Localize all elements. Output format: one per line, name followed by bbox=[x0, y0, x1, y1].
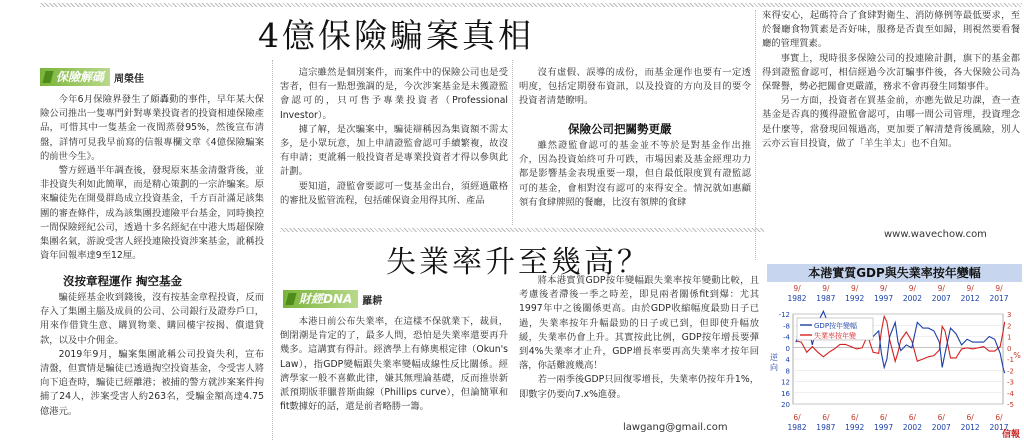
paragraph: 本港日前公布失業率，在這樣不保就業下，裁員，倒閉潮是肯定的了，最多人問，恐怕是失業率還要再升幾多。這講實有得計。經濟學上有條奧根定律（Okun's Law），指GDP變幅跟失業率變幅成線性反比關係。經濟學家一般不喜歡此律，嫌其無理論基礎，反而推崇新派預期版菲臘普斯曲線（Phillips curve），但論簡單和fit數據好的話，還是前者略勝一籌。 bbox=[280, 316, 508, 413]
x-tick-bottom-label: 6/ bbox=[822, 413, 830, 422]
right-axis-tick: 0 bbox=[1007, 344, 1012, 353]
x-tick-bottom-year: 2012 bbox=[960, 423, 980, 432]
column-author: 周榮佳 bbox=[114, 73, 145, 85]
right-axis-tick: -4 bbox=[1007, 389, 1014, 398]
top-rule bbox=[40, 3, 1022, 7]
legend-label: GDP按年變幅 bbox=[814, 322, 858, 330]
x-tick-bottom-label: 6/ bbox=[908, 413, 917, 422]
x-tick-bottom-label: 6/ bbox=[995, 413, 1003, 422]
section-divider-rule bbox=[280, 228, 764, 232]
left-axis-label: 逆 bbox=[770, 353, 778, 362]
article2-col2 bbox=[519, 274, 759, 420]
article1-headline: 4億保險騙案真相 bbox=[258, 16, 534, 55]
article2-headline: 失業率升至幾高？ bbox=[386, 245, 650, 280]
column-author: 羅耕 bbox=[362, 295, 383, 307]
article1-subhead1: 沒按章程運作 掏空基金 bbox=[63, 274, 183, 288]
x-tick-top-year: 1997 bbox=[874, 294, 894, 303]
x-tick-top-label: 9/ bbox=[879, 284, 888, 293]
article1-subhead2: 保險公司把關勢更嚴 bbox=[568, 122, 672, 136]
left-axis-tick: 0 bbox=[785, 344, 790, 353]
left-axis-tick: 12 bbox=[781, 378, 790, 387]
paragraph: 警方經過半年調查後，發現原來基金清盤背後，並非投資失利如此簡單，而是精心策劃的一宗詐騙案。原來騙徒先在開曼群島成立投資基金，千方百計滿足該集團的審查條件，成為該集團投連險平台基金，同時換控一間保險經紀公司，透過十多名經紀在中港大馬超保險集團名氣，游說受害人經投連險投資涉案基金，訛稱投資年回報率達9至12厘。 bbox=[40, 165, 264, 261]
article1-col1b bbox=[40, 291, 264, 438]
x-tick-bottom-label: 6/ bbox=[966, 413, 974, 422]
left-axis-tick: 8 bbox=[785, 367, 790, 376]
x-tick-top-label: 9/ bbox=[851, 284, 859, 293]
article2-col1 bbox=[280, 315, 508, 440]
column-tag-label: 財經DNA bbox=[283, 290, 358, 308]
x-tick-bottom-year: 1982 bbox=[787, 423, 807, 432]
x-tick-top-year: 2017 bbox=[989, 294, 1009, 303]
paragraph: 沒有虛假、誤導的成份，而基金運作也要有一定透明度，包括定期發布資訊，以及投資的方向及目的要令投資者清楚瞭明。 bbox=[519, 67, 751, 107]
article2-column-tag bbox=[283, 290, 382, 308]
column-divider-3 bbox=[755, 10, 756, 260]
x-tick-top-year: 2002 bbox=[902, 294, 922, 303]
x-tick-bottom-label: 6/ bbox=[937, 413, 945, 422]
column-divider-1 bbox=[272, 60, 273, 440]
x-tick-top-label: 9/ bbox=[937, 284, 945, 293]
left-axis-tick: 16 bbox=[781, 389, 790, 398]
left-axis-label: 向 bbox=[770, 363, 778, 372]
x-tick-top-label: 9/ bbox=[995, 284, 1003, 293]
x-tick-bottom-year: 2017 bbox=[989, 423, 1009, 432]
x-tick-top-label: 9/ bbox=[793, 284, 801, 293]
right-axis-tick: 3 bbox=[1007, 311, 1012, 319]
x-tick-bottom-year: 2007 bbox=[931, 423, 951, 432]
paragraph: 騙徒經基金收到錢後，沒有按基金章程投資，反而存入了集團主腦及成員的公司、公司銀行及證券戶口，用來作借貸生意、購買物業、購回樓宇按揭、償還貸款，以及中介佣金。 bbox=[40, 292, 264, 346]
paragraph: 這宗雖然是個別案件，而案件中的保險公司也是受害者，但有一點想強調的是，今次涉案基金是未獲證監會認可的，只可售予專業投資者（Professional Investor）。 bbox=[280, 67, 508, 121]
right-axis-tick: -3 bbox=[1007, 378, 1014, 387]
right-axis-label: % bbox=[1013, 351, 1021, 360]
article1-col1 bbox=[40, 93, 264, 261]
column-tag-label: 保險解碼 bbox=[40, 68, 110, 86]
right-axis-tick: 1 bbox=[1007, 333, 1012, 342]
x-tick-bottom-year: 1997 bbox=[874, 423, 894, 432]
x-tick-top-label: 9/ bbox=[966, 284, 974, 293]
paragraph: 來得安心，起碼符合了食肆對衛生、消防條例等最低要求，至於餐廳食物質素是否好味，服務是否貴至如歸，則視然要看餐廳的管理質素。 bbox=[762, 10, 1020, 50]
x-tick-bottom-label: 6/ bbox=[851, 413, 859, 422]
article1-col3 bbox=[519, 66, 751, 110]
x-tick-bottom-year: 2002 bbox=[902, 423, 922, 432]
right-axis-tick: -1 bbox=[1007, 356, 1014, 364]
x-tick-top-year: 2007 bbox=[931, 294, 951, 303]
x-tick-top-year: 1987 bbox=[816, 294, 836, 303]
article2-email: lawgang@gmail.com bbox=[623, 422, 728, 433]
left-axis-tick: 4 bbox=[785, 356, 790, 364]
x-tick-bottom-year: 1987 bbox=[816, 423, 836, 432]
x-tick-bottom-year: 1992 bbox=[845, 423, 865, 432]
x-tick-top-year: 2012 bbox=[960, 294, 980, 303]
paragraph: 將本港實質GDP按年變幅跟失業率按年變動比較，且考慮後者滯後一季之時差，即見兩者關係fit到爆：尤其1997年中之後關係更高。由於GDP收縮幅度最勁日子已過，失業率按年升幅最勁的日子或已到，但即使升幅放緩，失業率仍會上升。其實按此比例，GDP按年增長要彈到4%失業率才止升，GDP增長率要再高失業率才按年回落，你話難渡幾高！ bbox=[519, 275, 759, 372]
gdp-unemployment-chart bbox=[767, 264, 1022, 440]
x-tick-bottom-label: 6/ bbox=[793, 413, 801, 422]
paragraph: 雖然證監會認可的基金並不等於是對基金作出推介，因為投資始終可升可跌，市場因素及基金經理功力都是影響基金表現重要一環，但自最低限度買有證監認可的基金，會相對沒有認可的來得安全。情況就如惠顧領有食肆牌照的餐廳，比沒有領牌的食肆 bbox=[519, 140, 751, 208]
left-axis-tick: -4 bbox=[783, 333, 790, 342]
paragraph: 要知道，證監會要認可一隻基金出台，須經過嚴格的審批及監管流程，包括確保資金用得其所、產品 bbox=[280, 180, 508, 206]
paragraph: 2019年9月，騙案集團訛稱公司投資失利，宣布清盤，但實情是騙徒已透過掏空投資基金，令受害人將向下追查時，騙徒已經離港；被捕的警方就涉案案件拘捕了24人，涉案受害人約263名，受騙金額高達4.75億港元。 bbox=[40, 348, 264, 417]
article1-website: www.wavechow.com bbox=[884, 229, 987, 240]
paragraph: 據了解，是次騙案中，騙徒辯稱因為集資額不需太多，是小眾玩意，加上申請證監會認可手續繁複，故沒有申請；更訛稱一般投資者是專業投資者才得以參與此計劃。 bbox=[280, 123, 508, 178]
legend-label: 失業率按年變 bbox=[814, 332, 856, 340]
x-tick-top-year: 1992 bbox=[845, 294, 865, 303]
left-axis-tick: -12 bbox=[778, 311, 790, 319]
right-axis-tick: -5 bbox=[1007, 401, 1014, 409]
left-axis-tick: -8 bbox=[783, 322, 790, 331]
article1-col2 bbox=[280, 66, 508, 224]
x-tick-top-label: 9/ bbox=[822, 284, 830, 293]
left-axis-tick: 20 bbox=[781, 401, 790, 409]
source-stamp: 信報 bbox=[1001, 430, 1021, 440]
chart-svg bbox=[767, 282, 1022, 440]
paragraph: 若一兩季後GDP只回復零增長，失業率仍按年升1%，即數字仍要向7.x%進發。 bbox=[519, 374, 759, 400]
paragraph: 今年6月保險界發生了頗轟動的事件，早年某大保險公司推出一隻專門針對專業投資者的投資相連保險產品，可惜其中一隻基金一夜間蒸發95%，然後宣布清盤，詳情可見我早前寫的信報專欄文章《4億保險騙案的前世今生》。 bbox=[40, 94, 264, 162]
column-divider-2 bbox=[512, 60, 513, 225]
right-axis-tick: 2 bbox=[1007, 322, 1012, 331]
chart-title: 本港實質GDP與失業率按年變幅 bbox=[767, 264, 1022, 282]
article1-column-tag bbox=[40, 68, 144, 86]
article1-col4 bbox=[762, 9, 1020, 224]
paragraph: 另一方面，投資者在買基金前，亦應先做足功課，查一查基金是否真的獲得證監會認可，由哪一間公司管理，投資理念是什麼等，當發現回報過高，更加要了解清楚背後風險，別人云亦云盲目投資，做了「羊生羊太」也不自知。 bbox=[762, 95, 1020, 149]
x-tick-top-year: 1982 bbox=[787, 294, 807, 303]
right-axis-tick: -2 bbox=[1007, 367, 1014, 376]
paragraph: 事實上，現時很多保險公司的投連險計劃，旗下的基金都得到證監會認可，相信經過今次訂騙事件後，各大保險公司為保聲譽，勢必把關會更嚴謹，務求不會再發生同類事件。 bbox=[762, 52, 1020, 93]
article1-col3b bbox=[519, 139, 751, 225]
x-tick-top-label: 9/ bbox=[908, 284, 917, 293]
x-tick-bottom-label: 6/ bbox=[879, 413, 888, 422]
